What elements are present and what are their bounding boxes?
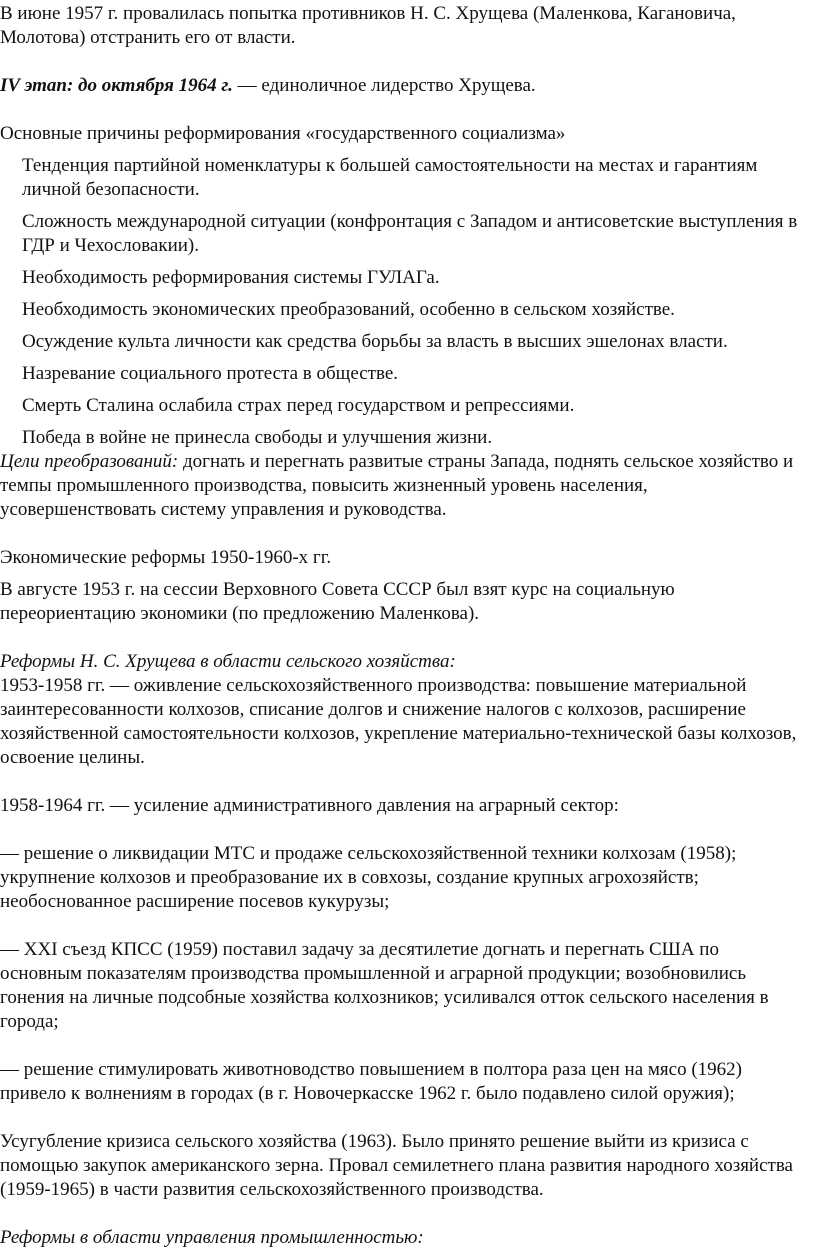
stage-4-paragraph <box>0 74 802 98</box>
meat-prices-paragraph: — решение стимулировать животноводство повышением в полтора раза цен на мясо (1962) привело к волнениям в городах (в г. Новочеркасске 1962 г. было подавлено силой оружия); <box>0 1059 742 1104</box>
list-item: Смерть Сталина ослабила страх перед государством и репрессиями. <box>22 395 575 416</box>
industry-reforms-heading: Реформы в области управления промышленностью: <box>0 1227 424 1248</box>
economic-reforms-heading: Экономические реформы 1950-1960-х гг. <box>0 547 332 568</box>
agriculture-reforms-heading: Реформы Н. С. Хрущева в области сельского хозяйства: <box>0 651 456 672</box>
stage-4-title: IV этап: до октября 1964 г. <box>0 75 233 96</box>
goals-text: догнать и перегнать развитые страны Запада, поднять сельское хозяйство и темпы промышленного производства, повысить жизненный уровень населения, усовершенствовать систему управления и руководства. <box>0 451 794 520</box>
agri-1953-1958-paragraph: 1953-1958 гг. — оживление сельскохозяйственного производства: повышение материальной заинтересованности колхозов, списание долгов и снижение налогов с колхозов, расширение хозяйственной самостоятельности колхозов, укрепление материально-технической базы колхозов, освоение целины. <box>0 675 797 768</box>
list-item: Назревание социального протеста в обществе. <box>22 363 399 384</box>
list-item: Сложность международной ситуации (конфронтация с Западом и антисоветские выступления в ГДР и Чехословакии). <box>22 211 798 256</box>
goals-label: Цели преобразований: <box>0 451 179 472</box>
list-item: Необходимость реформирования системы ГУЛАГа. <box>22 267 440 288</box>
list-item: Осуждение культа личности как средства борьбы за власть в высших эшелонах власти. <box>22 331 728 352</box>
august-1953-paragraph: В августе 1953 г. на сессии Верховного Совета СССР был взят курс на социальную переориентацию экономики (по предложению Маленкова). <box>0 579 675 624</box>
reasons-heading: Основные причины реформирования «государственного социализма» <box>0 123 566 144</box>
mts-paragraph: — решение о ликвидации МТС и продаже сельскохозяйственной техники колхозам (1958); укрупнение колхозов и преобразование их в совхозы, создание крупных агрохозяйств; необоснованное расширение посевов кукурузы; <box>0 843 737 912</box>
list-item: Необходимость экономических преобразований, особенно в сельском хозяйстве. <box>22 299 675 320</box>
intro-paragraph: В июне 1957 г. провалилась попытка противников Н. С. Хрущева (Маленкова, Кагановича, Молотова) отстранить его от власти. <box>0 3 736 48</box>
list-item: Тенденция партийной номенклатуры к большей самостоятельности на местах и гарантиям личной безопасности. <box>22 155 758 200</box>
list-item: Победа в войне не принесла свободы и улучшения жизни. <box>22 427 493 448</box>
stage-4-text: — единоличное лидерство Хрущева. <box>232 75 536 96</box>
agriculture-crisis-paragraph: Усугубление кризиса сельского хозяйства (1963). Было принято решение выйти из кризиса с помощью закупок американского зерна. Провал семилетнего плана развития народного хозяйства (1959-1965) в части развития сельскохозяйственного производства. <box>0 1131 793 1200</box>
goals-paragraph <box>0 450 802 522</box>
xxi-congress-paragraph: — XXI съезд КПСС (1959) поставил задачу за десятилетие догнать и перегнать США по основным показателям производства промышленной и аграрной продукции; возобновились гонения на личные подсобные хозяйства колхозников; усиливался отток сельского населения в города; <box>0 939 769 1032</box>
agri-1958-1964-paragraph: 1958-1964 гг. — усиление административного давления на аграрный сектор: <box>0 795 619 816</box>
reasons-list <box>0 154 802 450</box>
